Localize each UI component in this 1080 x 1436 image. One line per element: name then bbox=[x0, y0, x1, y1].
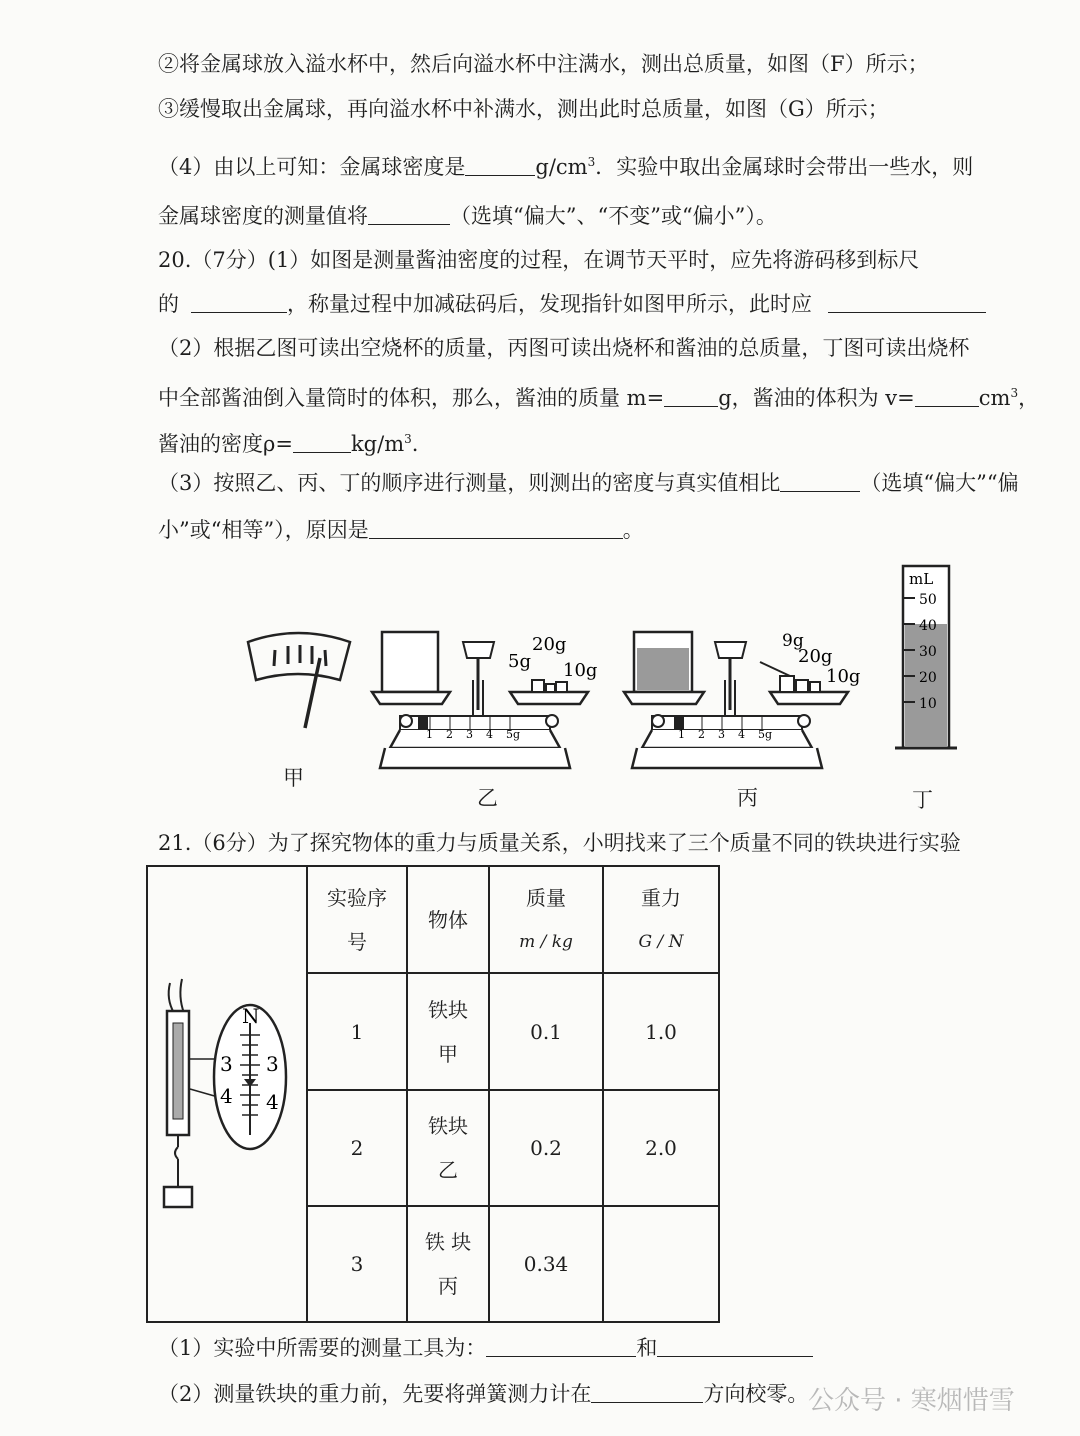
watermark: 公众号 · 寒烟惜雪 bbox=[808, 1386, 1015, 1416]
line-q20-3 bbox=[158, 469, 1019, 497]
unit-kgm: kg/m bbox=[350, 432, 405, 456]
header-weight: 重力 G / N bbox=[603, 866, 719, 973]
balance-bing-figure bbox=[612, 620, 872, 780]
label-ding: 丁 bbox=[912, 788, 933, 812]
answer-blank-compare[interactable] bbox=[780, 471, 860, 492]
period-2: 。 bbox=[622, 518, 644, 542]
meter-3-right: 3 bbox=[266, 1052, 279, 1076]
answer-blank-action[interactable] bbox=[828, 292, 986, 313]
cylinder-unit: mL bbox=[909, 570, 934, 588]
cylinder-tick-40: 40 bbox=[919, 618, 937, 634]
cylinder-tick-10: 10 bbox=[919, 696, 937, 712]
line-q20-2c bbox=[158, 425, 418, 458]
line-step-3: ③缓慢取出金属球，再向溢水杯中补满水，测出此时总质量，如图（G）所示； bbox=[158, 97, 889, 121]
unit-superscript-3: 3 bbox=[404, 432, 412, 446]
q19-4-text-2: ．实验中取出金属球时会带出一些水，则 bbox=[595, 155, 974, 179]
scale-3-b: 3 bbox=[718, 728, 725, 741]
row3-object: 铁 块丙 bbox=[407, 1206, 489, 1322]
q21-2-text-2: 方向校零。 bbox=[703, 1382, 809, 1406]
answer-blank-volume[interactable] bbox=[915, 386, 979, 407]
row2-mass: 0.2 bbox=[489, 1090, 603, 1206]
line-q20-3b bbox=[158, 516, 644, 544]
scale-5g: 5g bbox=[506, 728, 521, 741]
line-q19-4 bbox=[158, 148, 973, 181]
header-seq: 实验序号 bbox=[307, 866, 407, 973]
pointer-dial-figure bbox=[240, 630, 360, 740]
meter-n-label: N bbox=[242, 1004, 260, 1028]
balance-yi-figure bbox=[360, 620, 598, 780]
weight-5g-label: 5g bbox=[508, 651, 531, 672]
q20-1-text-2: ，称量过程中加减砝码后，发现指针如图甲所示，此时应 bbox=[287, 292, 812, 316]
unit-superscript: 3 bbox=[587, 155, 596, 169]
line-q19-4b bbox=[158, 202, 777, 230]
q21-2-text: （2）测量铁块的重力前，先要将弹簧测力计在 bbox=[158, 1382, 592, 1406]
line-q21: 21.（6分）为了探究物体的重力与质量关系，小明找来了三个质量不同的铁块进行实验 bbox=[158, 831, 961, 855]
line-q20-2b bbox=[158, 379, 1039, 412]
answer-blank-density[interactable] bbox=[465, 155, 535, 176]
spring-scale-cell bbox=[147, 866, 307, 1322]
answer-blank-oil-density[interactable] bbox=[293, 432, 351, 453]
label-bing: 丙 bbox=[737, 786, 758, 810]
q20-2b-text-2: g，酱油的体积为 v= bbox=[718, 386, 915, 410]
cylinder-tick-30: 30 bbox=[919, 644, 937, 660]
table-header-row bbox=[147, 866, 719, 973]
weight-20g-label-2: 20g bbox=[798, 646, 833, 667]
row2-object: 铁块乙 bbox=[407, 1090, 489, 1206]
q21-1-and: 和 bbox=[636, 1336, 658, 1360]
row1-mass: 0.1 bbox=[489, 973, 603, 1090]
row1-weight: 1.0 bbox=[603, 973, 719, 1090]
scale-3: 3 bbox=[466, 728, 473, 741]
q19-4b-text-2: （选填“偏大”、“不变”或“偏小”）。 bbox=[450, 204, 777, 228]
line-step-2: ②将金属球放入溢水杯中，然后向溢水杯中注满水，测出总质量，如图（F）所示； bbox=[158, 52, 929, 76]
label-yi: 乙 bbox=[477, 786, 498, 810]
q20-2c-text: 酱油的密度ρ= bbox=[158, 432, 293, 456]
scale-2: 2 bbox=[446, 728, 453, 741]
q20-3b-text: 小”或“相等”），原因是 bbox=[158, 518, 369, 542]
scale-4: 4 bbox=[486, 728, 493, 741]
cylinder-tick-50: 50 bbox=[919, 592, 937, 608]
row2-seq: 2 bbox=[307, 1090, 407, 1206]
line-q21-1 bbox=[158, 1334, 813, 1362]
line-q20: 20.（7分）(1）如图是测量酱油密度的过程，在调节天平时，应先将游码移到标尺 bbox=[158, 248, 920, 272]
header-mass: 质量 m / kg bbox=[489, 866, 603, 973]
meter-3-left: 3 bbox=[220, 1052, 233, 1076]
answer-blank-direction[interactable] bbox=[591, 1382, 703, 1403]
row3-seq: 3 bbox=[307, 1206, 407, 1322]
label-jia: 甲 bbox=[283, 766, 304, 790]
line-q20-1 bbox=[158, 290, 986, 318]
row2-weight: 2.0 bbox=[603, 1090, 719, 1206]
weight-20g-label: 20g bbox=[532, 634, 567, 655]
header-object: 物体 bbox=[407, 866, 489, 973]
cylinder-tick-20: 20 bbox=[919, 670, 937, 686]
q20-1-text: 的 bbox=[158, 292, 179, 316]
unit-superscript-2: 3 bbox=[1010, 386, 1019, 400]
row1-seq: 1 bbox=[307, 973, 407, 1090]
q19-4b-text: 金属球密度的测量值将 bbox=[158, 204, 368, 228]
header-mass-unit: m / kg bbox=[519, 931, 573, 952]
data-table bbox=[146, 865, 720, 1323]
line-q21-2 bbox=[158, 1380, 808, 1408]
meter-4-left: 4 bbox=[220, 1084, 233, 1108]
q20-3-text: （3）按照乙、丙、丁的顺序进行测量，则测出的密度与真实值相比 bbox=[158, 471, 781, 495]
answer-blank-measurement[interactable] bbox=[368, 204, 450, 225]
scale-5g-b: 5g bbox=[758, 728, 773, 741]
scale-1: 1 bbox=[426, 728, 433, 741]
weight-10g-label-2: 10g bbox=[826, 666, 861, 687]
unit-gcm: g/cm bbox=[535, 155, 588, 179]
weight-10g-label: 10g bbox=[563, 660, 598, 681]
q20-3-text-2: （选填“偏大”“偏 bbox=[860, 471, 1019, 495]
scale-1-b: 1 bbox=[678, 728, 685, 741]
unit-cm: cm bbox=[978, 386, 1011, 410]
answer-blank-position[interactable] bbox=[191, 292, 287, 313]
q20-2b-text: 中全部酱油倒入量筒时的体积，那么，酱油的质量 m= bbox=[158, 386, 665, 410]
scale-2-b: 2 bbox=[698, 728, 705, 741]
comma: ， bbox=[1018, 386, 1040, 410]
answer-blank-mass[interactable] bbox=[664, 386, 718, 407]
line-q20-2: （2）根据乙图可读出空烧杯的质量，丙图可读出烧杯和酱油的总质量，丁图可读出烧杯 bbox=[158, 336, 970, 360]
row3-mass: 0.34 bbox=[489, 1206, 603, 1322]
spring-scale-figure bbox=[152, 979, 302, 1209]
row3-weight[interactable] bbox=[603, 1206, 719, 1322]
period: . bbox=[411, 432, 419, 456]
q19-4-text: （4）由以上可知：金属球密度是 bbox=[158, 155, 466, 179]
answer-blank-reason[interactable] bbox=[369, 518, 623, 539]
answer-blank-tool-1[interactable] bbox=[486, 1336, 636, 1357]
q21-1-text: （1）实验中所需要的测量工具为： bbox=[158, 1336, 487, 1360]
graduated-cylinder-figure bbox=[885, 560, 965, 760]
answer-blank-tool-2[interactable] bbox=[657, 1336, 813, 1357]
header-weight-unit: G / N bbox=[638, 931, 684, 952]
meter-4-right: 4 bbox=[266, 1090, 279, 1114]
row1-object: 铁块甲 bbox=[407, 973, 489, 1090]
weight-9g-label: 9g bbox=[782, 631, 804, 651]
scale-4-b: 4 bbox=[738, 728, 745, 741]
